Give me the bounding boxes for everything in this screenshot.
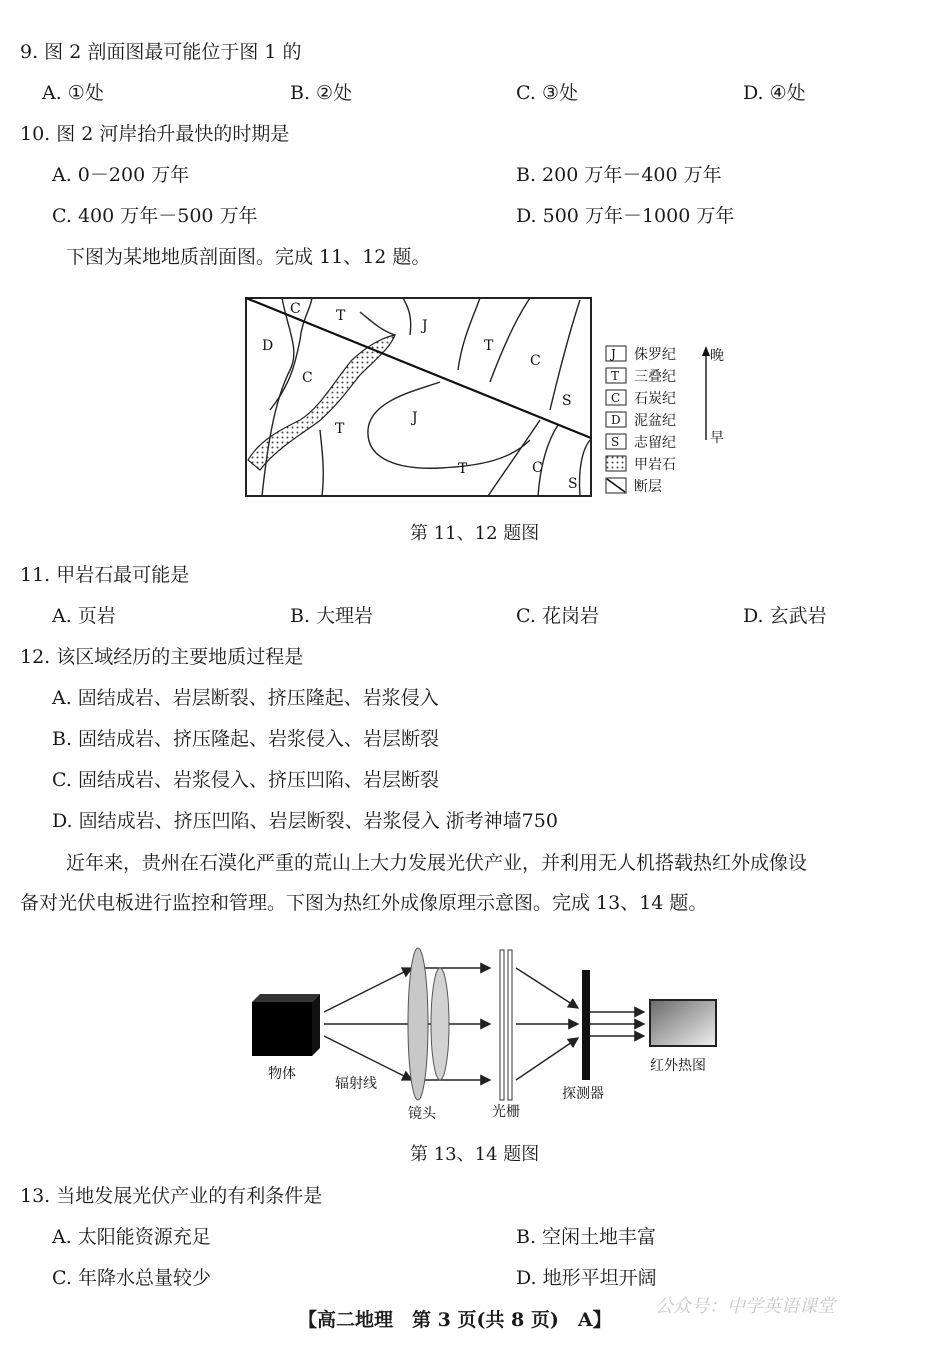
label-s-right: S bbox=[562, 393, 572, 409]
label-s-bottom: S bbox=[568, 476, 578, 492]
geologic-section-figure bbox=[240, 290, 730, 505]
legend-fault: 断层 bbox=[634, 479, 662, 495]
label-c-bottom: C bbox=[532, 460, 543, 476]
legend-devonian: 泥盆纪 bbox=[634, 413, 676, 429]
lens-front bbox=[408, 948, 428, 1100]
q9-option-a: A. ①处 bbox=[42, 82, 104, 104]
fig-11-12-caption: 第 11、12 题图 bbox=[410, 523, 540, 544]
svg-text:S: S bbox=[611, 435, 620, 449]
label-thermal-image: 红外热图 bbox=[650, 1058, 706, 1074]
intro-13-14-line1: 近年来，贵州在石漠化严重的荒山上大力发展光伏产业，并利用无人机搭载热红外成像设 bbox=[66, 852, 808, 874]
label-t-top: T bbox=[336, 308, 346, 324]
label-d-left: D bbox=[262, 338, 274, 354]
svg-text:D: D bbox=[611, 413, 621, 427]
q12-option-d: D. 固结成岩、挤压凹陷、岩层断裂、岩浆侵入 浙考神墙750 bbox=[52, 810, 558, 832]
intro-13-14-line2: 备对光伏电板进行监控和管理。下图为热红外成像原理示意图。完成 13、14 题。 bbox=[20, 892, 708, 914]
label-object: 物体 bbox=[268, 1066, 296, 1082]
thermal-imaging-figure bbox=[240, 940, 730, 1130]
label-c-left: C bbox=[302, 370, 313, 386]
q13-stem: 13. 当地发展光伏产业的有利条件是 bbox=[20, 1185, 323, 1207]
early-label: 早 bbox=[710, 430, 724, 446]
intro-11-12: 下图为某地地质剖面图。完成 11、12 题。 bbox=[66, 246, 431, 268]
label-grating: 光栅 bbox=[492, 1104, 520, 1120]
label-t-low: T bbox=[335, 421, 345, 437]
thermal-image-screen bbox=[650, 1000, 716, 1046]
watermark: 公众号：中学英语课堂 bbox=[655, 1296, 835, 1317]
legend bbox=[606, 346, 724, 495]
label-j-top: J bbox=[422, 318, 428, 334]
q11-option-a: A. 页岩 bbox=[52, 605, 116, 627]
legend-jurassic: 侏罗纪 bbox=[634, 347, 676, 363]
legend-carboniferous: 石炭纪 bbox=[634, 391, 676, 407]
svg-text:C: C bbox=[611, 391, 621, 405]
page-footer: 【高二地理 第 3 页(共 8 页) A】 bbox=[298, 1309, 612, 1331]
legend-triassic: 三叠纪 bbox=[634, 369, 676, 385]
q12-option-c: C. 固结成岩、岩浆侵入、挤压凹陷、岩层断裂 bbox=[52, 769, 439, 791]
fig-13-14-caption: 第 13、14 题图 bbox=[410, 1144, 540, 1165]
lens-rear bbox=[431, 968, 449, 1080]
q9-option-c: C. ③处 bbox=[516, 82, 578, 104]
svg-text:T: T bbox=[611, 369, 620, 383]
q13-option-c: C. 年降水总量较少 bbox=[52, 1267, 211, 1289]
q12-option-a: A. 固结成岩、岩层断裂、挤压隆起、岩浆侵入 bbox=[52, 687, 439, 709]
label-c-top: C bbox=[290, 301, 301, 317]
svg-text:J: J bbox=[611, 347, 616, 361]
q9-option-d: D. ④处 bbox=[743, 82, 806, 104]
label-t-right: T bbox=[484, 338, 494, 354]
q10-stem: 10. 图 2 河岸抬升最快的时期是 bbox=[20, 123, 290, 145]
q11-option-c: C. 花岗岩 bbox=[516, 605, 599, 627]
q10-option-c: C. 400 万年－500 万年 bbox=[52, 205, 258, 227]
q12-option-b: B. 固结成岩、挤压隆起、岩浆侵入、岩层断裂 bbox=[52, 728, 440, 750]
grating-plate-2 bbox=[508, 950, 512, 1100]
q13-option-d: D. 地形平坦开阔 bbox=[516, 1267, 657, 1289]
label-j-low: J bbox=[412, 410, 418, 426]
object-cube bbox=[252, 994, 320, 1056]
label-radiation: 辐射线 bbox=[335, 1076, 377, 1092]
label-t-bottom: T bbox=[458, 461, 468, 477]
detector bbox=[582, 970, 590, 1080]
legend-silurian: 志留纪 bbox=[634, 435, 676, 451]
q9-option-b: B. ②处 bbox=[290, 82, 353, 104]
legend-rock-jia: 甲岩石 bbox=[634, 457, 676, 473]
q11-stem: 11. 甲岩石最可能是 bbox=[20, 564, 190, 586]
label-lens: 镜头 bbox=[408, 1106, 436, 1122]
q10-option-b: B. 200 万年－400 万年 bbox=[516, 164, 722, 186]
q13-option-a: A. 太阳能资源充足 bbox=[52, 1226, 211, 1248]
grating-plate-1 bbox=[500, 950, 504, 1100]
label-detector: 探测器 bbox=[562, 1086, 604, 1102]
q10-option-d: D. 500 万年－1000 万年 bbox=[516, 205, 735, 227]
q13-option-b: B. 空闲土地丰富 bbox=[516, 1226, 657, 1248]
q11-option-b: B. 大理岩 bbox=[290, 605, 374, 627]
q11-option-d: D. 玄武岩 bbox=[743, 605, 827, 627]
q9-stem: 9. 图 2 剖面图最可能位于图 1 的 bbox=[20, 41, 302, 63]
q12-stem: 12. 该区域经历的主要地质过程是 bbox=[20, 646, 304, 668]
q10-option-a: A. 0－200 万年 bbox=[52, 164, 190, 186]
late-label: 晚 bbox=[710, 348, 724, 364]
label-c-right: C bbox=[530, 353, 541, 369]
